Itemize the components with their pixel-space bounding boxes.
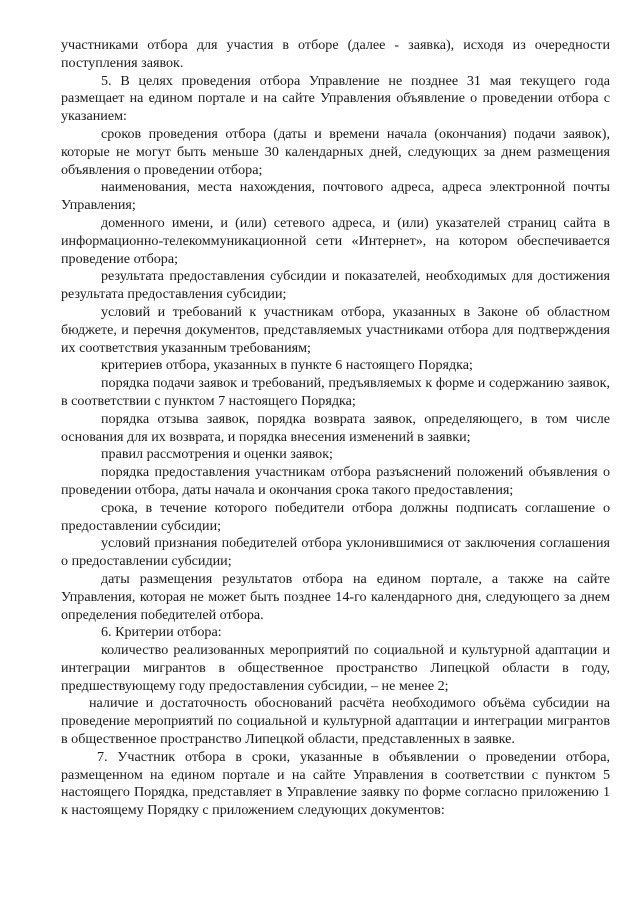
paragraph-review-rules: правил рассмотрения и оценки заявок;: [101, 446, 333, 463]
paragraph-conditions: условий и требований к участникам отбора, указанных в Законе об областном бюджете, и перечня документов, представляемых участниками отбора для подтверждения их соответствия указанным требованиям;: [61, 303, 610, 356]
paragraph-continuation: участниками отбора для участия в отборе (далее - заявка), исходя из очередности поступления заявок.: [61, 37, 610, 71]
paragraph-domain: доменного имени, и (или) сетевого адреса, и (или) указателей страниц сайта в информационно-телекоммуникационной сети «Интернет», на котором обеспечивается проведение отбора;: [61, 214, 610, 267]
paragraph-results-date: даты размещения результатов отбора на едином портале, а также на сайте Управления, которая не может быть позднее 14-го календарного дня, следующего за днем определения победителей отбора.: [61, 570, 610, 623]
paragraph-item-6: 6. Критерии отбора:: [101, 624, 222, 641]
paragraph-signing-term: срока, в течение которого победители отбора должны подписать соглашение о предоставлении субсидии;: [61, 499, 610, 534]
paragraph-criterion-justification: наличие и достаточность обоснований расчёта необходимого объёма субсидии на проведение мероприятий по социальной и культурной адаптации и интеграции мигрантов в общественное пространство Липецкой области, представленных в заявке.: [61, 695, 610, 748]
paragraph-deadlines: сроков проведения отбора (даты и времени начала (окончания) подачи заявок), которые не могут быть меньше 30 календарных дней, следующих за днем размещения объявления о проведении отбора;: [61, 125, 610, 178]
paragraph-criterion-events: количество реализованных мероприятий по социальной и культурной адаптации и интеграции мигрантов в общественное пространство Липецкой области в году, предшествующему году предоставления субсидии, – не менее 2;: [61, 642, 610, 694]
paragraph-withdrawal-order: порядка отзыва заявок, порядка возврата заявок, определяющего, в том числе основания для их возврата, и порядка внесения изменений в заявки;: [61, 410, 610, 445]
paragraph-clarifications: порядка предоставления участникам отбора разъяснений положений объявления о проведении отбора, даты начала и окончания срока такого предоставления;: [61, 464, 610, 498]
paragraph-result: результата предоставления субсидии и показателей, необходимых для достижения результата предоставления субсидии;: [61, 268, 610, 303]
paragraph-name-address: наименования, места нахождения, почтового адреса, адреса электронной почты Управления;: [61, 179, 610, 214]
paragraph-item-5: 5. В целях проведения отбора Управление не позднее 31 мая текущего года размещает на едином портале и на сайте Управления объявление о проведении отбора с указанием:: [61, 72, 610, 125]
paragraph-criteria-ref: критериев отбора, указанных в пункте 6 настоящего Порядка;: [101, 357, 473, 374]
document-page: [61, 37, 610, 820]
paragraph-submission-order: порядка подачи заявок и требований, предъявляемых к форме и содержанию заявок, в соответствии с пунктом 7 настоящего Порядка;: [61, 375, 610, 409]
paragraph-evasion-conditions: условий признания победителей отбора уклонившимися от заключения соглашения о предоставлении субсидии;: [61, 535, 610, 570]
paragraph-item-7: 7. Участник отбора в сроки, указанные в объявлении о проведении отбора, размещенном на едином портале и на сайте Управления в соответствии с пунктом 5 настоящего Порядка, представляет в Управление заявку по форме согласно приложению 1 к настоящему Порядку с приложением следующих документов:: [61, 748, 610, 819]
